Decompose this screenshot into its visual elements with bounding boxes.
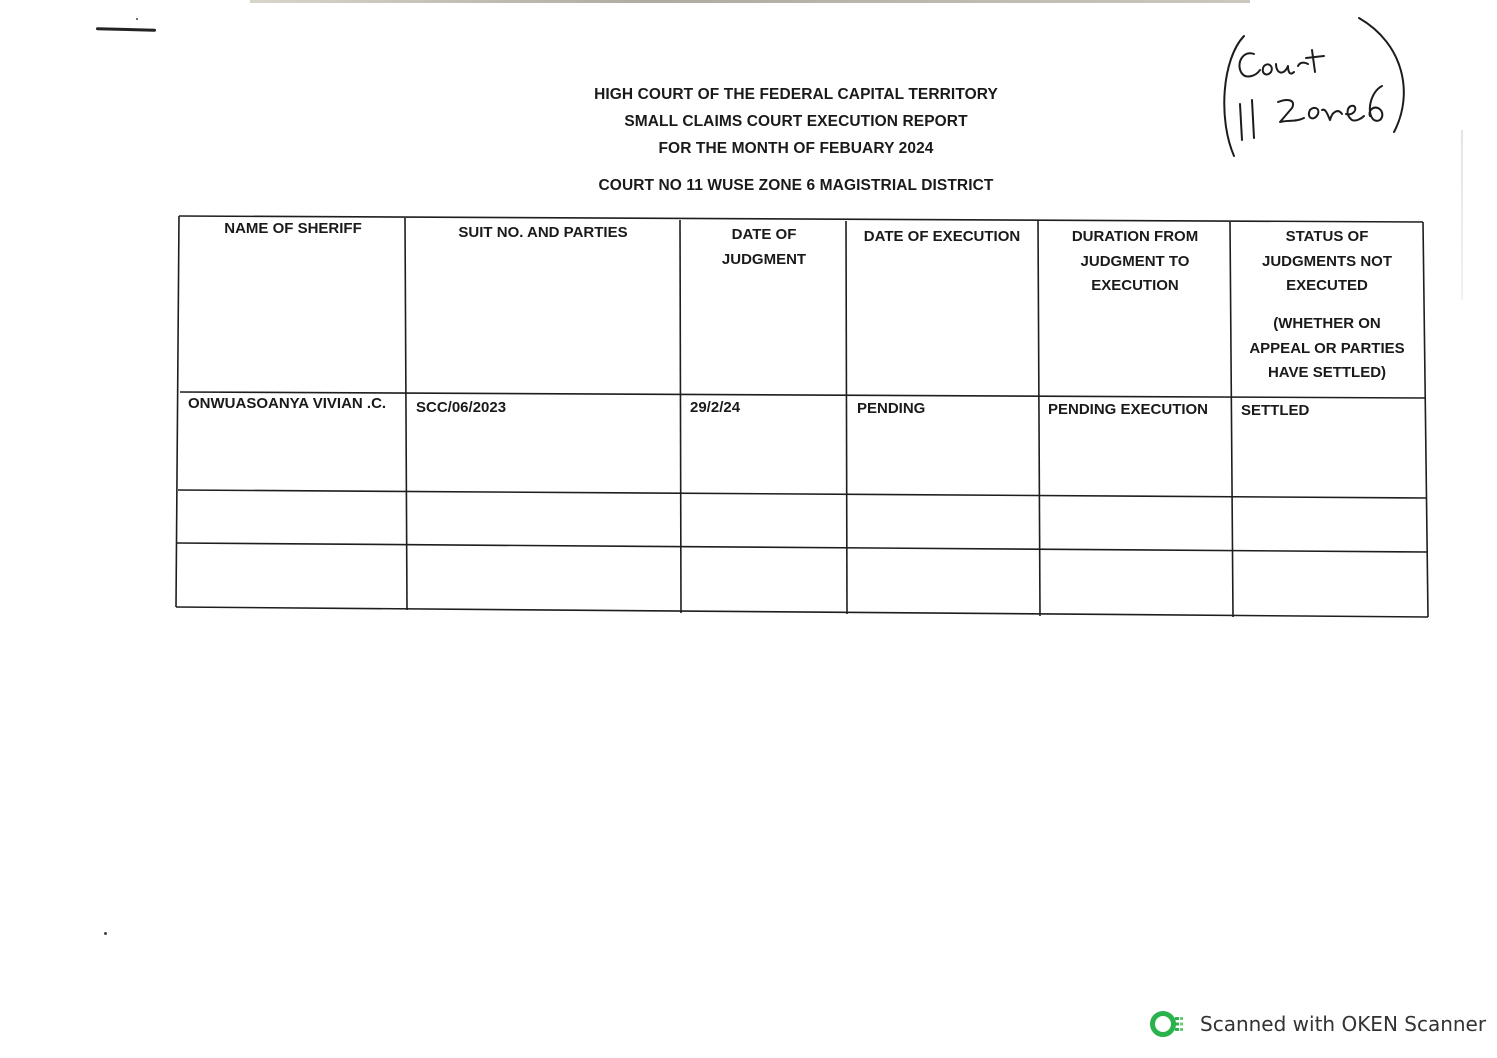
cell-date-of-execution: PENDING: [857, 400, 926, 417]
column-header-status: STATUS OF JUDGMENTS NOT EXECUTED: [1261, 228, 1392, 294]
scanner-watermark: [1150, 1009, 1486, 1039]
court-district: COURT NO 11 WUSE ZONE 6 MAGISTRIAL DISTRICT: [598, 177, 994, 194]
scanner-text: Scanned with OKEN Scanner: [1200, 1012, 1487, 1036]
court-title: HIGH COURT OF THE FEDERAL CAPITAL TERRITORY: [594, 86, 998, 103]
handwritten-court-note: [1214, 14, 1424, 164]
scan-speck: [104, 932, 107, 935]
cell-status: SETTLED: [1241, 402, 1310, 419]
column-header-suit-no: SUIT NO. AND PARTIES: [458, 224, 628, 241]
pen-dash-mark: [96, 27, 156, 32]
scan-top-edge: [250, 0, 1250, 3]
column-header-sheriff: NAME OF SHERIFF: [224, 220, 362, 237]
column-header-date-of-execution: DATE OF EXECUTION: [863, 228, 1021, 245]
column-header-date-of-judgment: DATE OF JUDGMENT: [721, 226, 807, 268]
cell-date-of-judgment: 29/2/24: [690, 399, 741, 416]
cell-sheriff-name: ONWUASOANYA VIVIAN .C.: [188, 395, 387, 412]
oken-scanner-logo-icon: [1150, 1009, 1186, 1039]
cell-suit-no: SCC/06/2023: [416, 399, 507, 416]
report-title: SMALL CLAIMS COURT EXECUTION REPORT: [624, 113, 968, 130]
report-month: FOR THE MONTH OF FEBUARY 2024: [658, 140, 934, 157]
column-header-status-note: (WHETHER ON APPEAL OR PARTIES HAVE SETTLED): [1249, 315, 1405, 381]
column-header-duration: DURATION FROM JUDGMENT TO EXECUTION: [1071, 228, 1199, 294]
cell-duration: PENDING EXECUTION: [1048, 401, 1209, 418]
scan-speck: [136, 18, 138, 20]
